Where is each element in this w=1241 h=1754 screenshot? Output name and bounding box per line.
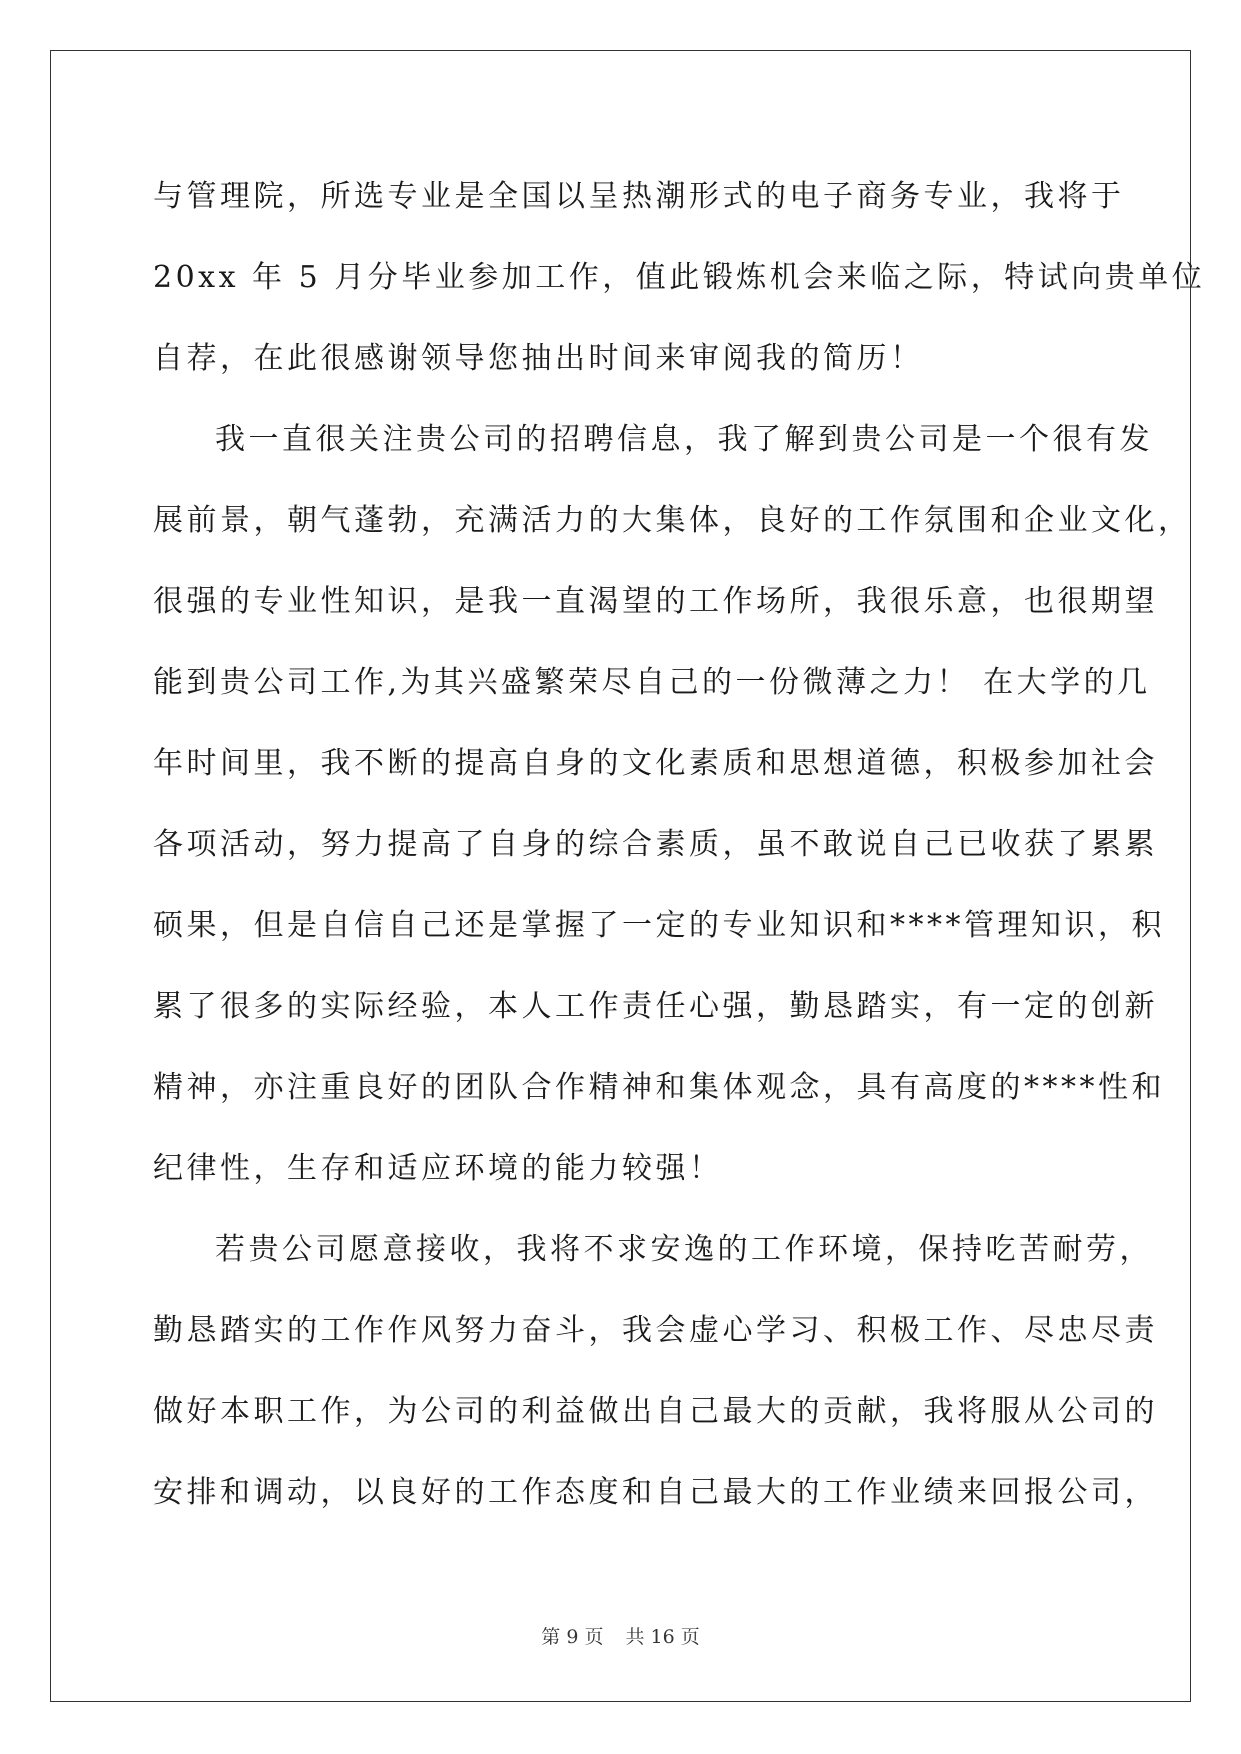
page-number-current: 第 9 页 — [541, 1626, 604, 1648]
text-line: 自荐，在此很感谢领导您抽出时间来审阅我的简历！ — [153, 341, 924, 376]
text-line: 勤恳踏实的工作作风努力奋斗，我会虚心学习、积极工作、尽忠尽责 — [153, 1313, 1158, 1348]
text-line: 精神，亦注重良好的团队合作精神和集体观念，具有高度的****性和 — [153, 1070, 1165, 1105]
text-line: 能到贵公司工作,为其兴盛繁荣尽自己的一份微薄之力！ 在大学的几 — [153, 665, 1151, 700]
text-line: 各项活动，努力提高了自身的综合素质，虽不敢说自己已收获了累累 — [153, 827, 1158, 862]
text-line: 做好本职工作，为公司的利益做出自己最大的贡献，我将服从公司的 — [153, 1394, 1158, 1429]
text-line: 与管理院，所选专业是全国以呈热潮形式的电子商务专业，我将于 — [153, 179, 1125, 214]
paragraph-start-line: 若贵公司愿意接收，我将不求安逸的工作环境，保持吃苦耐劳， — [215, 1232, 1153, 1267]
text-line: 20xx 年 5 月分毕业参加工作，值此锻炼机会来临之际，特试向贵单位 — [153, 260, 1206, 295]
text-line: 年时间里，我不断的提高自身的文化素质和思想道德，积极参加社会 — [153, 746, 1158, 781]
text-line: 很强的专业性知识，是我一直渴望的工作场所，我很乐意，也很期望 — [153, 584, 1158, 619]
text-line: 累了很多的实际经验，本人工作责任心强，勤恳踏实，有一定的创新 — [153, 989, 1158, 1024]
text-line: 安排和调动，以良好的工作态度和自己最大的工作业绩来回报公司， — [153, 1475, 1158, 1510]
page-number-total: 共 16 页 — [625, 1626, 700, 1648]
paragraph-start-line: 我一直很关注贵公司的招聘信息，我了解到贵公司是一个很有发 — [215, 422, 1153, 457]
text-line: 纪律性，生存和适应环境的能力较强！ — [153, 1151, 723, 1186]
text-line: 硕果，但是自信自己还是掌握了一定的专业知识和****管理知识，积 — [153, 908, 1165, 943]
text-line: 展前景，朝气蓬勃，充满活力的大集体，良好的工作氛围和企业文化， — [153, 503, 1192, 538]
document-body — [153, 156, 1206, 1533]
page-footer — [0, 1625, 1241, 1649]
